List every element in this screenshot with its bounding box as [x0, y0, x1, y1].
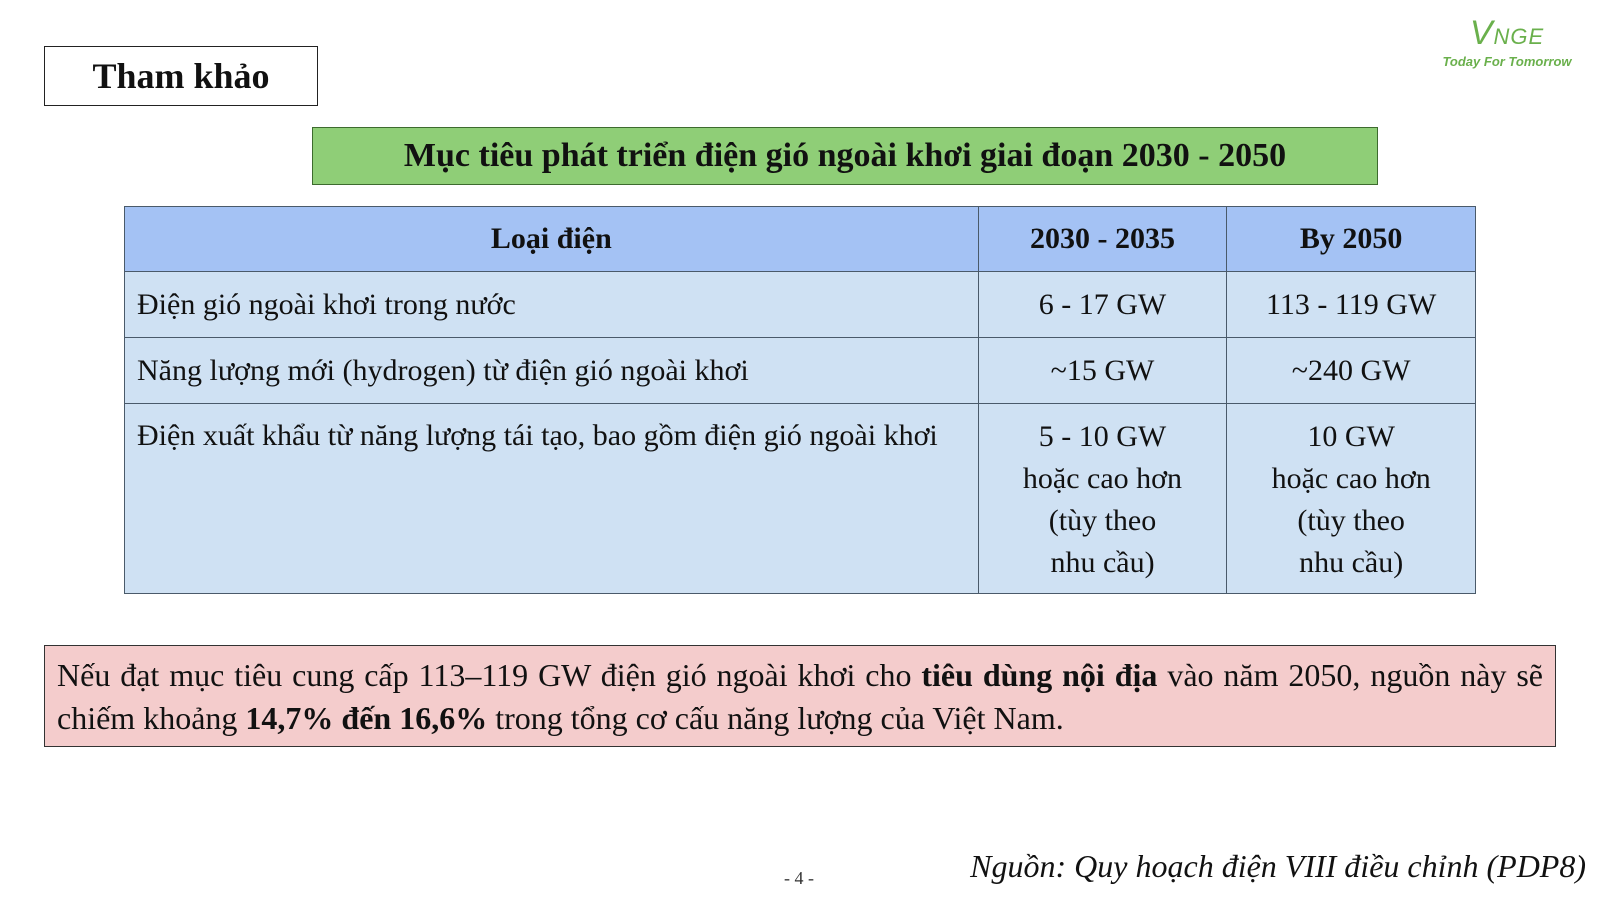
table-row — [125, 272, 1476, 338]
value-line: nhu cầu) — [1050, 546, 1155, 579]
row-2030-2035 — [978, 404, 1227, 594]
source-citation: Nguồn: Quy hoạch điện VIII điều chỉnh (PDP8) — [970, 848, 1586, 884]
note-text: Nếu đạt mục tiêu cung cấp 113–119 GW điện gió ngoài khơi cho — [57, 657, 922, 693]
vnge-logo — [1432, 8, 1582, 78]
row-2030-2035 — [978, 338, 1227, 404]
value-line: 10 GW — [1307, 420, 1395, 453]
table-header-row — [125, 207, 1476, 272]
row-2050 — [1227, 404, 1476, 594]
targets-table — [124, 206, 1476, 594]
row-type: Điện gió ngoài khơi trong nước — [125, 272, 979, 338]
header-2030-2035: 2030 - 2035 — [978, 207, 1227, 272]
note-text: trong tổng cơ cấu năng lượng của Việt Nam. — [487, 700, 1064, 736]
logo-tagline: Today For Tomorrow — [1442, 54, 1572, 69]
table-row — [125, 404, 1476, 594]
value-line: 5 - 10 GW — [1038, 420, 1167, 453]
row-type: Năng lượng mới (hydrogen) từ điện gió ngoài khơi — [125, 338, 979, 404]
row-2050 — [1227, 338, 1476, 404]
value-line: hoặc cao hơn — [1022, 462, 1183, 495]
value-line: (tùy theo — [1297, 504, 1405, 537]
logo-rest: NGE — [1493, 24, 1545, 49]
value-line: 6 - 17 GW — [1038, 287, 1167, 321]
header-2050: By 2050 — [1227, 207, 1476, 272]
reference-label: Tham khảo — [44, 46, 318, 106]
row-2050 — [1227, 272, 1476, 338]
slide-title: Mục tiêu phát triển điện gió ngoài khơi giai đoạn 2030 - 2050 — [312, 127, 1378, 185]
value-line: (tùy theo — [1048, 504, 1157, 537]
note-bold-domestic: tiêu dùng nội địa — [921, 657, 1158, 693]
value-line: hoặc cao hơn — [1271, 462, 1431, 495]
value-line: 113 - 119 GW — [1266, 287, 1437, 321]
table-row — [125, 338, 1476, 404]
page-number: - 4 - — [784, 868, 814, 888]
header-type: Loại điện — [125, 207, 979, 272]
summary-note — [44, 645, 1556, 747]
value-line: nhu cầu) — [1299, 546, 1404, 579]
row-type: Điện xuất khẩu từ năng lượng tái tạo, bao gồm điện gió ngoài khơi — [125, 404, 979, 594]
note-bold-share: 14,7% đến 16,6% — [245, 700, 488, 736]
value-line: ~240 GW — [1291, 353, 1411, 387]
row-2030-2035 — [978, 272, 1227, 338]
note-text: vào năm 2050, nguồn này sẽ chiếm khoảng — [57, 657, 1544, 736]
logo-v: V — [1469, 14, 1494, 52]
logo-wordmark — [1432, 8, 1582, 50]
value-line: ~15 GW — [1050, 353, 1155, 387]
